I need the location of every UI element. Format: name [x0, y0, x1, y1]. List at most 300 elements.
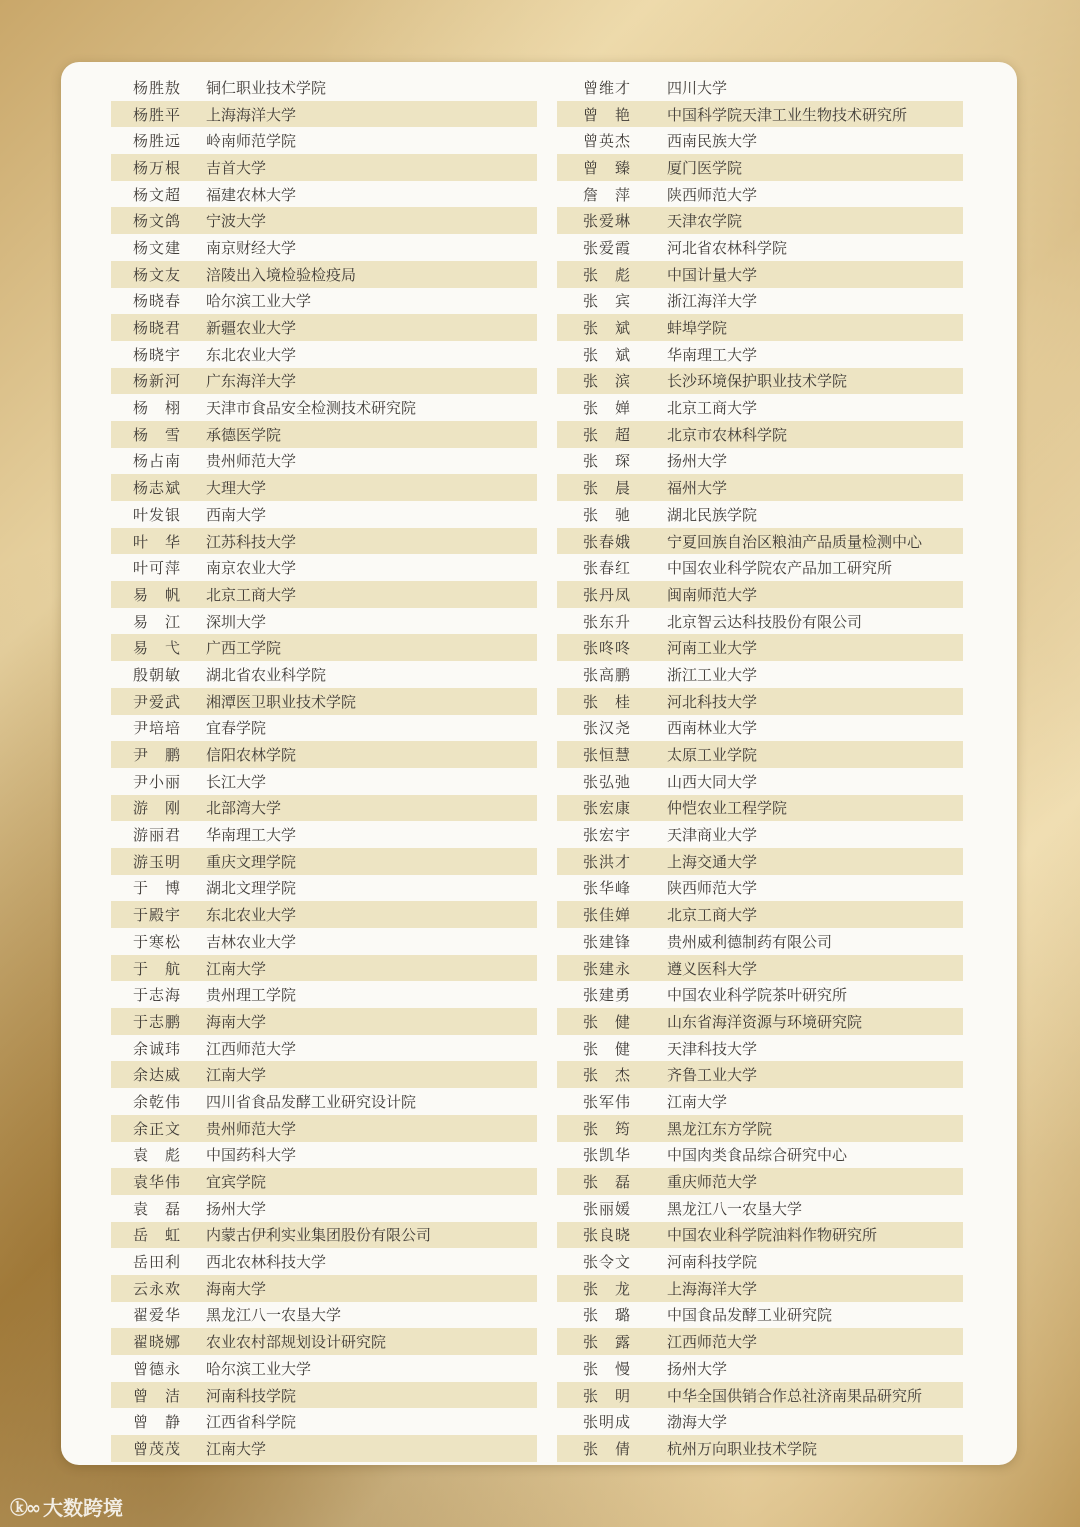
person-name: 张佳婵 [583, 906, 632, 925]
list-item [557, 154, 963, 181]
list-item [557, 1035, 963, 1062]
organization-name: 湖北文理学院 [206, 879, 297, 898]
person-name: 游 刚 [133, 799, 182, 818]
person-name: 袁华伟 [133, 1173, 182, 1192]
person-name: 杨晓春 [133, 292, 182, 311]
person-name: 余达威 [133, 1066, 182, 1085]
person-name: 杨新河 [133, 372, 182, 391]
organization-name: 黑龙江八一农垦大学 [206, 1306, 342, 1325]
organization-name: 湖北省农业科学院 [206, 665, 327, 684]
list-item [111, 581, 537, 608]
list-item [111, 1302, 537, 1329]
person-name: 于 航 [133, 959, 182, 978]
list-item [557, 661, 963, 688]
person-name: 叶可萍 [133, 559, 182, 578]
list-item [557, 261, 963, 288]
list-item [111, 1168, 537, 1195]
list-item [111, 1035, 537, 1062]
list-item [111, 768, 537, 795]
person-name: 张 磊 [583, 1173, 632, 1192]
person-name: 岳 虹 [133, 1226, 182, 1245]
organization-name: 内蒙古伊利实业集团股份有限公司 [206, 1226, 432, 1245]
organization-name: 大理大学 [206, 479, 267, 498]
list-item [557, 634, 963, 661]
watermark-text: 大数跨境 [43, 1496, 123, 1520]
list-item [557, 474, 963, 501]
list-item [557, 1382, 963, 1409]
organization-name: 湖北民族学院 [667, 505, 758, 524]
list-item [111, 634, 537, 661]
person-name: 张凯华 [583, 1146, 632, 1165]
person-name: 张 筠 [583, 1119, 632, 1138]
person-name: 张 驰 [583, 505, 632, 524]
person-name: 岳田利 [133, 1253, 182, 1272]
list-item [111, 688, 537, 715]
person-name: 张 婵 [583, 399, 632, 418]
list-item [557, 928, 963, 955]
person-name: 杨志斌 [133, 479, 182, 498]
list-item [557, 1088, 963, 1115]
person-name: 杨胜敖 [133, 78, 182, 97]
organization-name: 海南大学 [206, 1279, 267, 1298]
list-item [111, 554, 537, 581]
organization-name: 天津科技大学 [667, 1039, 758, 1058]
person-name: 曾 臻 [583, 158, 632, 177]
person-name: 张 璐 [583, 1306, 632, 1325]
organization-name: 贵州师范大学 [206, 452, 297, 471]
list-item [557, 314, 963, 341]
list-item [557, 127, 963, 154]
person-name: 杨胜远 [133, 132, 182, 151]
person-name: 余乾伟 [133, 1092, 182, 1111]
list-item [111, 1115, 537, 1142]
person-name: 张 宾 [583, 292, 632, 311]
person-name: 张令文 [583, 1253, 632, 1272]
list-item [557, 368, 963, 395]
list-item [557, 1008, 963, 1035]
list-item [557, 1355, 963, 1382]
person-name: 张 健 [583, 1012, 632, 1031]
person-name: 詹 萍 [583, 185, 632, 204]
list-item [557, 1302, 963, 1329]
organization-name: 蚌埠学院 [667, 319, 728, 338]
list-item [557, 448, 963, 475]
person-name: 张 斌 [583, 319, 632, 338]
person-name: 叶 华 [133, 532, 182, 551]
organization-name: 哈尔滨工业大学 [206, 1359, 312, 1378]
organization-name: 中国农业科学院农产品加工研究所 [667, 559, 893, 578]
organization-name: 宁波大学 [206, 212, 267, 231]
organization-name: 扬州大学 [667, 452, 728, 471]
organization-name: 中国农业科学院茶叶研究所 [667, 986, 848, 1005]
brand-logo-icon: ⓚ∞ [10, 1497, 39, 1519]
person-name: 张丽媛 [583, 1199, 632, 1218]
organization-name: 河南科技学院 [206, 1386, 297, 1405]
person-name: 曾维才 [583, 78, 632, 97]
person-name: 张 明 [583, 1386, 632, 1405]
person-name: 易 弋 [133, 639, 182, 658]
person-name: 张洪才 [583, 852, 632, 871]
organization-name: 西南林业大学 [667, 719, 758, 738]
organization-name: 扬州大学 [667, 1359, 728, 1378]
organization-name: 四川省食品发酵工业研究设计院 [206, 1092, 417, 1111]
person-name: 张建勇 [583, 986, 632, 1005]
person-name: 张咚咚 [583, 639, 632, 658]
person-name: 曾德永 [133, 1359, 182, 1378]
list-item [111, 1222, 537, 1249]
organization-name: 杭州万向职业技术学院 [667, 1439, 818, 1458]
person-name: 张恒慧 [583, 746, 632, 765]
person-name: 张弘弛 [583, 772, 632, 791]
person-name: 袁 彪 [133, 1146, 182, 1165]
organization-name: 闽南师范大学 [667, 585, 758, 604]
list-item [557, 1275, 963, 1302]
organization-name: 华南理工大学 [667, 345, 758, 364]
person-name: 杨 栩 [133, 399, 182, 418]
person-name: 杨文超 [133, 185, 182, 204]
organization-name: 山东省海洋资源与环境研究院 [667, 1012, 863, 1031]
organization-name: 河北省农林科学院 [667, 238, 788, 257]
list-item [111, 715, 537, 742]
organization-name: 贵州师范大学 [206, 1119, 297, 1138]
list-item [557, 288, 963, 315]
person-name: 翟爱华 [133, 1306, 182, 1325]
organization-name: 贵州理工学院 [206, 986, 297, 1005]
list-item [111, 1355, 537, 1382]
person-name: 张宏宇 [583, 826, 632, 845]
person-name: 余诚玮 [133, 1039, 182, 1058]
person-name: 张建锋 [583, 932, 632, 951]
list-item [111, 314, 537, 341]
organization-name: 黑龙江八一农垦大学 [667, 1199, 803, 1218]
person-name: 张明成 [583, 1413, 632, 1432]
organization-name: 西北农林科技大学 [206, 1253, 327, 1272]
person-name: 云永欢 [133, 1279, 182, 1298]
list-item [557, 74, 963, 101]
list-item [557, 1195, 963, 1222]
person-name: 张东升 [583, 612, 632, 631]
person-name: 叶发银 [133, 505, 182, 524]
organization-name: 广东海洋大学 [206, 372, 297, 391]
organization-name: 中华全国供销合作总社济南果品研究所 [667, 1386, 923, 1405]
organization-name: 广西工学院 [206, 639, 282, 658]
organization-name: 中国科学院天津工业生物技术研究所 [667, 105, 908, 124]
list-item [111, 1328, 537, 1355]
organization-name: 湘潭医卫职业技术学院 [206, 692, 357, 711]
list-item [557, 608, 963, 635]
list-item [111, 848, 537, 875]
list-item [111, 394, 537, 421]
person-name: 尹 鹏 [133, 746, 182, 765]
list-item [557, 768, 963, 795]
list-item [557, 1222, 963, 1249]
organization-name: 江西师范大学 [667, 1333, 758, 1352]
left-column [111, 74, 537, 1462]
list-item [557, 901, 963, 928]
person-name: 张爱琳 [583, 212, 632, 231]
organization-name: 中国肉类食品综合研究中心 [667, 1146, 848, 1165]
organization-name: 上海海洋大学 [206, 105, 297, 124]
organization-name: 江南大学 [206, 959, 267, 978]
organization-name: 东北农业大学 [206, 345, 297, 364]
list-item [111, 74, 537, 101]
organization-name: 陕西师范大学 [667, 185, 758, 204]
person-name: 张春红 [583, 559, 632, 578]
person-name: 张高鹏 [583, 665, 632, 684]
list-item [111, 261, 537, 288]
person-name: 于志海 [133, 986, 182, 1005]
organization-name: 重庆文理学院 [206, 852, 297, 871]
person-name: 张 慢 [583, 1359, 632, 1378]
person-name: 张春娥 [583, 532, 632, 551]
person-name: 张军伟 [583, 1092, 632, 1111]
person-name: 张 晨 [583, 479, 632, 498]
organization-name: 上海交通大学 [667, 852, 758, 871]
organization-name: 东北农业大学 [206, 906, 297, 925]
person-name: 尹爱武 [133, 692, 182, 711]
organization-name: 天津商业大学 [667, 826, 758, 845]
organization-name: 中国农业科学院油料作物研究所 [667, 1226, 878, 1245]
list-item [111, 1382, 537, 1409]
list-item [111, 955, 537, 982]
person-name: 张 桂 [583, 692, 632, 711]
list-item [111, 981, 537, 1008]
person-name: 于殿宇 [133, 906, 182, 925]
person-name: 张 琛 [583, 452, 632, 471]
right-column [557, 74, 963, 1462]
person-name: 袁 磊 [133, 1199, 182, 1218]
organization-name: 渤海大学 [667, 1413, 728, 1432]
list-item [111, 741, 537, 768]
list-item [557, 875, 963, 902]
organization-name: 宁夏回族自治区粮油产品质量检测中心 [667, 532, 923, 551]
organization-name: 江南大学 [206, 1439, 267, 1458]
organization-name: 福建农林大学 [206, 185, 297, 204]
organization-name: 承德医学院 [206, 425, 282, 444]
organization-name: 岭南师范学院 [206, 132, 297, 151]
person-name: 杨文鸽 [133, 212, 182, 231]
person-name: 张 超 [583, 425, 632, 444]
list-item [111, 901, 537, 928]
person-name: 张爱霞 [583, 238, 632, 257]
list-item [111, 1088, 537, 1115]
person-name: 尹培培 [133, 719, 182, 738]
organization-name: 中国药科大学 [206, 1146, 297, 1165]
person-name: 张良晓 [583, 1226, 632, 1245]
list-item [557, 101, 963, 128]
person-name: 张 健 [583, 1039, 632, 1058]
person-name: 曾茂茂 [133, 1439, 182, 1458]
organization-name: 扬州大学 [206, 1199, 267, 1218]
organization-name: 南京农业大学 [206, 559, 297, 578]
list-item [111, 795, 537, 822]
list-item [111, 528, 537, 555]
organization-name: 四川大学 [667, 78, 728, 97]
organization-name: 北部湾大学 [206, 799, 282, 818]
organization-name: 宜宾学院 [206, 1173, 267, 1192]
list-item [111, 1061, 537, 1088]
list-item [111, 234, 537, 261]
list-item [111, 875, 537, 902]
organization-name: 西南大学 [206, 505, 267, 524]
list-item [557, 1248, 963, 1275]
organization-name: 河南工业大学 [667, 639, 758, 658]
person-name: 杨文友 [133, 265, 182, 284]
organization-name: 铜仁职业技术学院 [206, 78, 327, 97]
list-item [111, 207, 537, 234]
watermark [10, 1492, 123, 1521]
organization-name: 齐鲁工业大学 [667, 1066, 758, 1085]
person-name: 曾英杰 [583, 132, 632, 151]
person-name: 杨 雪 [133, 425, 182, 444]
list-item [557, 1115, 963, 1142]
list-item [557, 955, 963, 982]
list-item [557, 1142, 963, 1169]
person-name: 殷朝敏 [133, 665, 182, 684]
organization-name: 海南大学 [206, 1012, 267, 1031]
organization-name: 宜春学院 [206, 719, 267, 738]
organization-name: 贵州威利德制药有限公司 [667, 932, 833, 951]
person-name: 曾 艳 [583, 105, 632, 124]
person-name: 张 滨 [583, 372, 632, 391]
list-item [111, 101, 537, 128]
organization-name: 遵义医科大学 [667, 959, 758, 978]
list-item [557, 581, 963, 608]
list-item [111, 661, 537, 688]
organization-name: 中国食品发酵工业研究院 [667, 1306, 833, 1325]
organization-name: 山西大同大学 [667, 772, 758, 791]
list-item [557, 554, 963, 581]
organization-name: 南京财经大学 [206, 238, 297, 257]
list-item [557, 234, 963, 261]
list-item [557, 741, 963, 768]
list-item [111, 1248, 537, 1275]
organization-name: 长江大学 [206, 772, 267, 791]
person-name: 张 彪 [583, 265, 632, 284]
organization-name: 河北科技大学 [667, 692, 758, 711]
organization-name: 华南理工大学 [206, 826, 297, 845]
person-name: 杨万根 [133, 158, 182, 177]
list-item [557, 1408, 963, 1435]
person-name: 张丹凤 [583, 585, 632, 604]
list-item [557, 1435, 963, 1462]
person-name: 易 江 [133, 612, 182, 631]
list-item [111, 1275, 537, 1302]
person-name: 张 杰 [583, 1066, 632, 1085]
person-name: 杨占南 [133, 452, 182, 471]
organization-name: 北京工商大学 [667, 399, 758, 418]
list-item [111, 1195, 537, 1222]
organization-name: 仲恺农业工程学院 [667, 799, 788, 818]
person-name: 张 斌 [583, 345, 632, 364]
person-name: 游玉明 [133, 852, 182, 871]
organization-name: 江苏科技大学 [206, 532, 297, 551]
person-name: 张建永 [583, 959, 632, 978]
list-item [111, 421, 537, 448]
organization-name: 涪陵出入境检验检疫局 [206, 265, 357, 284]
organization-name: 江南大学 [206, 1066, 267, 1085]
person-name: 尹小丽 [133, 772, 182, 791]
organization-name: 新疆农业大学 [206, 319, 297, 338]
person-name: 张宏康 [583, 799, 632, 818]
organization-name: 吉首大学 [206, 158, 267, 177]
list-item [111, 1435, 537, 1462]
person-name: 曾 洁 [133, 1386, 182, 1405]
name-list-card [61, 62, 1017, 1465]
organization-name: 太原工业学院 [667, 746, 758, 765]
organization-name: 北京工商大学 [206, 585, 297, 604]
organization-name: 浙江工业大学 [667, 665, 758, 684]
organization-name: 吉林农业大学 [206, 932, 297, 951]
person-name: 张 龙 [583, 1279, 632, 1298]
list-item [557, 181, 963, 208]
organization-name: 深圳大学 [206, 612, 267, 631]
organization-name: 江西师范大学 [206, 1039, 297, 1058]
list-item [557, 981, 963, 1008]
list-item [557, 1061, 963, 1088]
list-item [557, 715, 963, 742]
organization-name: 农业农村部规划设计研究院 [206, 1333, 387, 1352]
list-item [111, 928, 537, 955]
list-item [557, 848, 963, 875]
organization-name: 西南民族大学 [667, 132, 758, 151]
organization-name: 北京智云达科技股份有限公司 [667, 612, 863, 631]
list-item [557, 207, 963, 234]
list-item [111, 821, 537, 848]
list-item [111, 474, 537, 501]
organization-name: 信阳农林学院 [206, 746, 297, 765]
organization-name: 江南大学 [667, 1092, 728, 1111]
person-name: 杨文建 [133, 238, 182, 257]
list-item [557, 1328, 963, 1355]
person-name: 曾 静 [133, 1413, 182, 1432]
organization-name: 浙江海洋大学 [667, 292, 758, 311]
list-item [111, 448, 537, 475]
organization-name: 厦门医学院 [667, 158, 743, 177]
list-item [111, 288, 537, 315]
list-item [111, 368, 537, 395]
person-name: 余正文 [133, 1119, 182, 1138]
list-item [111, 154, 537, 181]
list-item [557, 821, 963, 848]
organization-name: 北京工商大学 [667, 906, 758, 925]
list-item [111, 1008, 537, 1035]
organization-name: 哈尔滨工业大学 [206, 292, 312, 311]
person-name: 易 帆 [133, 585, 182, 604]
list-item [111, 1408, 537, 1435]
organization-name: 重庆师范大学 [667, 1173, 758, 1192]
person-name: 游丽君 [133, 826, 182, 845]
person-name: 于 博 [133, 879, 182, 898]
list-item [557, 501, 963, 528]
organization-name: 上海海洋大学 [667, 1279, 758, 1298]
list-item [111, 608, 537, 635]
person-name: 张汉尧 [583, 719, 632, 738]
list-item [557, 688, 963, 715]
person-name: 杨胜平 [133, 105, 182, 124]
list-item [111, 181, 537, 208]
person-name: 张 露 [583, 1333, 632, 1352]
organization-name: 长沙环境保护职业技术学院 [667, 372, 848, 391]
person-name: 杨晓君 [133, 319, 182, 338]
organization-name: 福州大学 [667, 479, 728, 498]
person-name: 张华峰 [583, 879, 632, 898]
list-item [557, 394, 963, 421]
list-item [557, 795, 963, 822]
list-item [111, 341, 537, 368]
list-item [557, 1168, 963, 1195]
organization-name: 江西省科学院 [206, 1413, 297, 1432]
